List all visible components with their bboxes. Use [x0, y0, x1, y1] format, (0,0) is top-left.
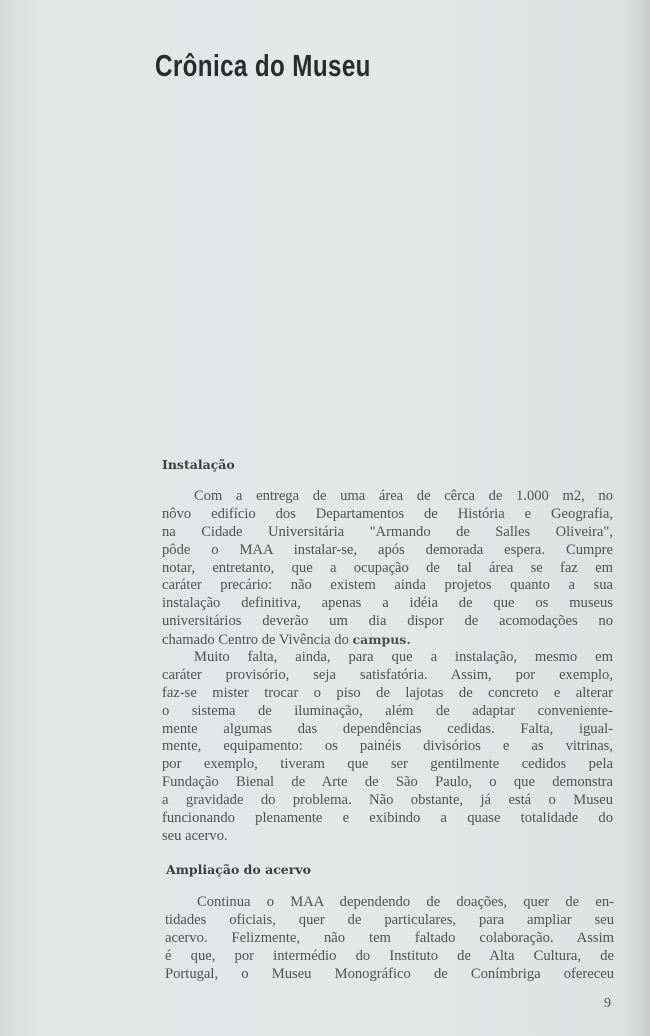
paragraph-instalacao-1 — [162, 488, 613, 649]
text-line: universitários deverão um dia dispor de acomodações no — [162, 613, 613, 630]
text-line: Continua o MAA dependendo de doações, quer de en- — [197, 894, 614, 910]
text-line: Portugal, o Museu Monográfico de Conímbriga ofereceu — [165, 965, 614, 982]
text-line: notar, entretanto, que a ocupação de tal área se faz em — [162, 559, 613, 576]
text-line — [162, 631, 613, 649]
text-line: seu acervo. — [162, 827, 228, 844]
text-line: pôde o MAA instalar-se, após demorada espera. Cumpre — [162, 541, 613, 558]
text-line: Com a entrega de uma área de cêrca de 1.000 m2, no — [194, 488, 613, 504]
text-line: mente, equipamento: os painéis divisórios e as vitrinas, — [162, 738, 613, 755]
text-line: nôvo edifício dos Departamentos de História e Geografia, — [162, 505, 613, 522]
text-line: Muito falta, ainda, para que a instalação, mesmo em — [194, 649, 613, 665]
text-line: mente algumas das dependências cedidas. Falta, igual- — [162, 720, 613, 737]
text-line: o sistema de iluminação, além de adaptar conveniente- — [162, 702, 613, 719]
text-line: tidades oficiais, quer de particulares, para ampliar seu — [165, 911, 614, 928]
text-line: acervo. Felizmente, não tem faltado colaboração. Assim — [165, 929, 614, 946]
emphasis-campus: campus. — [352, 632, 411, 648]
text-line: funcionando plenamente e exibindo a quase totalidade do — [162, 810, 613, 827]
text-line: é que, por intermédio do Instituto de Alta Cultura, de — [165, 947, 614, 964]
paragraph-instalacao-2 — [162, 649, 613, 846]
page-title: Crônica do Museu — [155, 48, 371, 83]
section-heading-instalacao: Instalação — [162, 457, 235, 472]
text-line: na Cidade Universitária "Armando de Salles Oliveira", — [162, 523, 613, 540]
paragraph-ampliacao-1 — [165, 894, 614, 983]
text-line: Fundação Bienal de Arte de São Paulo, o que demonstra — [162, 774, 613, 791]
text-line: instalação definitiva, apenas a idéia de que os museus — [162, 595, 613, 612]
text-line: caráter provisório, seja satisfatória. Assim, por exemplo, — [162, 666, 613, 683]
text-line: por exemplo, tiveram que ser gentilmente cedidos pela — [162, 756, 613, 773]
text-line: a gravidade do problema. Não obstante, já está o Museu — [162, 792, 613, 809]
text-line: caráter precário: não existem ainda projetos quanto a sua — [162, 577, 613, 594]
section-heading-ampliacao: Ampliação do acervo — [166, 862, 311, 877]
text-line: faz-se mister trocar o piso de lajotas de concreto e alterar — [162, 684, 613, 701]
text-line-start: chamado Centro de Vivência do — [162, 632, 349, 649]
page-number: 9 — [604, 996, 611, 1011]
